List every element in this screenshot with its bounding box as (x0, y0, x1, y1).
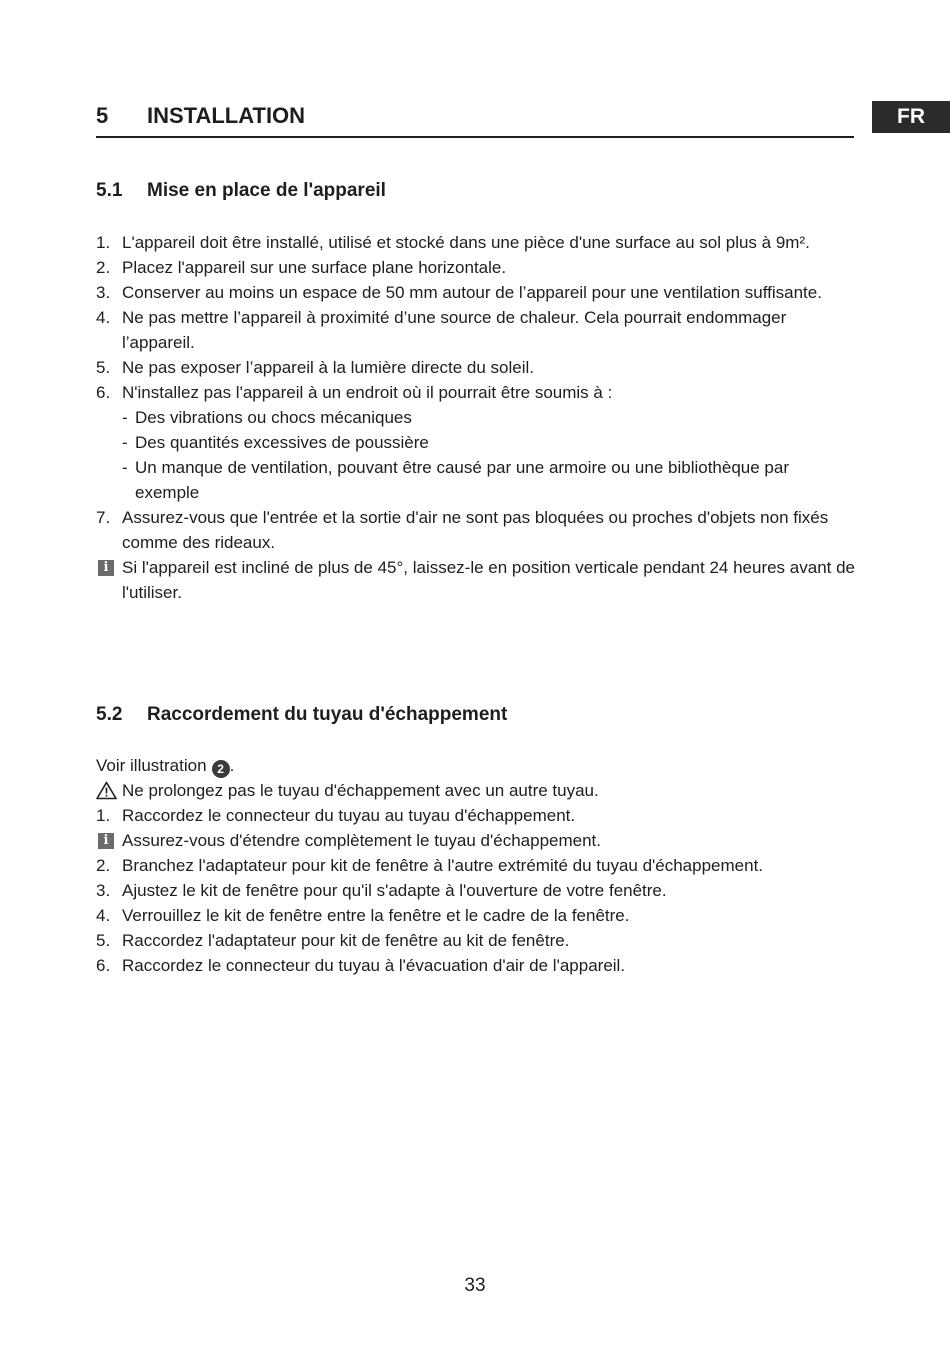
section-number: 5.2 (96, 704, 123, 725)
section-5-2-list (96, 753, 856, 978)
list-item: 5. Ne pas exposer l’appareil à la lumière directe du soleil. (96, 358, 534, 377)
sub-list-item: - Des vibrations ou chocs mécaniques (122, 408, 412, 427)
section-title: Raccordement du tuyau d'échappement (147, 704, 508, 725)
language-tab: FR (872, 101, 950, 133)
sub-list-item: - Des quantités excessives de poussière (122, 433, 429, 452)
list-item: 3. Ajustez le kit de fenêtre pour qu'il s'adapte à l'ouverture de votre fenêtre. (96, 881, 667, 900)
info-icon: i (98, 560, 114, 576)
list-item: 1. L'appareil doit être installé, utilisé et stocké dans une pièce d'une surface au sol plus à 9m². (96, 233, 810, 252)
list-item: 5. Raccordez l'adaptateur pour kit de fenêtre au kit de fenêtre. (96, 931, 570, 950)
list-item: 2. Placez l'appareil sur une surface plane horizontale. (96, 258, 507, 277)
illustration-number-badge: 2 (212, 760, 230, 778)
list-item: 6. N'installez pas l'appareil à un endroit où il pourrait être soumis à : (96, 383, 613, 402)
chapter-number: 5 (96, 103, 109, 128)
section-title: Mise en place de l'appareil (147, 180, 386, 201)
warning-triangle-icon (96, 781, 117, 800)
info-note: i Si l'appareil est incliné de plus de 45°, laissez-le en position verticale pendant 24 heures avant de l'utiliser. (96, 555, 856, 605)
list-item: 4. Ne pas mettre l’appareil à proximité d’une source de chaleur. Cela pourrait endommager l’appareil. (96, 308, 787, 352)
illustration-reference: Voir illustration 2 . (96, 756, 235, 776)
warning-note: Ne prolongez pas le tuyau d'échappement avec un autre tuyau. (96, 778, 856, 803)
page-number: 33 (464, 1275, 486, 1296)
list-item: 2. Branchez l'adaptateur pour kit de fenêtre à l'autre extrémité du tuyau d'échappement. (96, 856, 764, 875)
chapter-heading (96, 100, 854, 138)
section-number: 5.1 (96, 180, 123, 201)
list-item: 7. Assurez-vous que l'entrée et la sortie d'air ne sont pas bloquées ou proches d'objets non fixés comme des rideaux. (96, 508, 829, 552)
sub-list-item: - Un manque de ventilation, pouvant être causé par une armoire ou une bibliothèque par exemple (122, 458, 789, 502)
list-item: 1. Raccordez le connecteur du tuyau au tuyau d'échappement. (96, 806, 576, 825)
list-item: 3. Conserver au moins un espace de 50 mm autour de l’appareil pour une ventilation suffisante. (96, 283, 822, 302)
info-icon: i (98, 833, 114, 849)
list-item: 4. Verrouillez le kit de fenêtre entre la fenêtre et le cadre de la fenêtre. (96, 906, 630, 925)
info-note: i Assurez-vous d'étendre complètement le tuyau d'échappement. (96, 828, 856, 853)
section-5-1-list (96, 230, 856, 605)
list-item: 6. Raccordez le connecteur du tuyau à l'évacuation d'air de l'appareil. (96, 956, 626, 975)
chapter-title: INSTALLATION (147, 103, 306, 128)
